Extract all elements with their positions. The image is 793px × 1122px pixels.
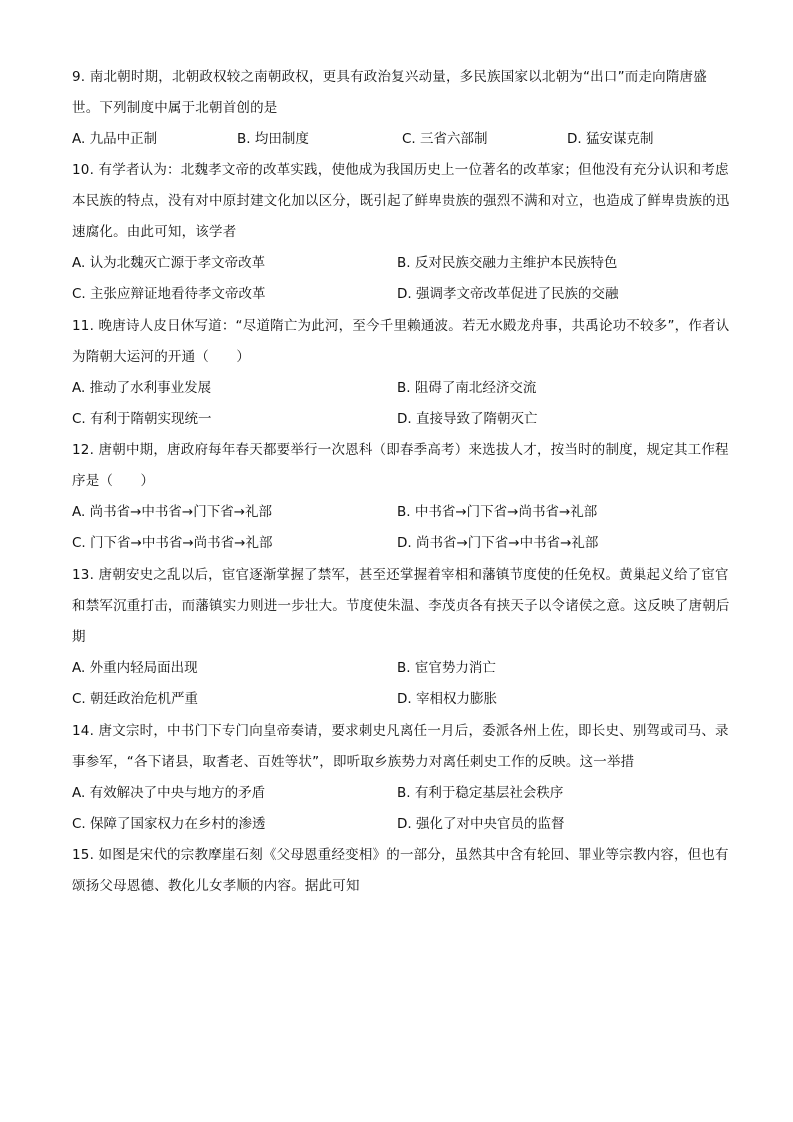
option-a: A. 九品中正制	[72, 131, 158, 147]
option-b: B. 反对民族交融力主维护本民族特色	[397, 255, 618, 271]
option-c: C. 保障了国家权力在乡村的渗透	[72, 816, 266, 832]
option-list	[72, 373, 732, 435]
question-stem: 13. 唐朝安史之乱以后，宦官逐渐掌握了禁军，甚至还掌握着宰相和藩镇节度使的任免权。黄巢起义给了宦官和禁军沉重打击，而藩镇实力则进一步壮大。节度使朱温、李茂贞各有挟天子以令诸侯之意。这反映了唐朝后期	[72, 567, 730, 645]
option-a: A. 外重内轻局面出现	[72, 660, 198, 676]
question-9	[72, 62, 732, 155]
question-stem: 12. 唐朝中期，唐政府每年春天都要举行一次恩科（即春季高考）来选拔人才，按当时的制度，规定其工作程序是（ ）	[72, 442, 729, 489]
option-c: C. 门下省→中书省→尚书省→礼部	[72, 535, 273, 551]
question-15	[72, 840, 732, 902]
option-list	[72, 124, 732, 155]
option-b: B. 有利于稳定基层社会秩序	[397, 785, 564, 801]
question-10	[72, 155, 732, 310]
question-stem: 15. 如图是宋代的宗教摩崖石刻《父母恩重经变相》的一部分，虽然其中含有轮回、罪业等宗教内容，但也有颂扬父母恩德、教化儿女孝顺的内容。据此可知	[72, 847, 729, 894]
option-d: D. 强调孝文帝改革促进了民族的交融	[397, 286, 619, 302]
question-stem: 11. 晚唐诗人皮日休写道：“尽道隋亡为此河，至今千里赖通波。若无水殿龙舟事，共禹论功不较多”，作者认为隋朝大运河的开通（ ）	[72, 318, 730, 365]
option-list	[72, 778, 732, 840]
question-14	[72, 716, 732, 840]
option-c: C. 朝廷政治危机严重	[72, 691, 199, 707]
option-list	[72, 497, 732, 559]
option-d: D. 宰相权力膨胀	[397, 691, 497, 707]
option-b: B. 宦官势力消亡	[397, 660, 496, 676]
option-a: A. 推动了水利事业发展	[72, 380, 212, 396]
option-b: B. 阻碍了南北经济交流	[397, 380, 537, 396]
option-c: C. 有利于隋朝实现统一	[72, 411, 212, 427]
option-d: D. 强化了对中央官员的监督	[397, 816, 565, 832]
option-d: D. 直接导致了隋朝灭亡	[397, 411, 538, 427]
option-a: A. 有效解决了中央与地方的矛盾	[72, 785, 266, 801]
option-b: B. 均田制度	[237, 131, 309, 147]
option-c: C. 主张应辩证地看待孝文帝改革	[72, 286, 266, 302]
option-list	[72, 248, 732, 310]
question-13	[72, 560, 732, 715]
option-list	[72, 653, 732, 715]
option-c: C. 三省六部制	[402, 131, 488, 147]
question-stem: 9. 南北朝时期，北朝政权较之南朝政权，更具有政治复兴动量，多民族国家以北朝为“出口”而走向隋唐盛世。下列制度中属于北朝首创的是	[72, 69, 707, 116]
question-12	[72, 435, 732, 559]
option-a: A. 认为北魏灭亡源于孝文帝改革	[72, 255, 266, 271]
question-stem: 10. 有学者认为：北魏孝文帝的改革实践，使他成为我国历史上一位著名的改革家；但他没有充分认识和考虑本民族的特点，没有对中原封建文化加以区分，既引起了鲜卑贵族的强烈不满和对立，也造成了鲜卑贵族的迅速腐化。由此可知，该学者	[72, 162, 730, 240]
option-d: D. 尚书省→门下省→中书省→礼部	[397, 535, 599, 551]
option-a: A. 尚书省→中书省→门下省→礼部	[72, 504, 273, 520]
option-d: D. 猛安谋克制	[567, 131, 654, 147]
question-11	[72, 311, 732, 435]
option-b: B. 中书省→门下省→尚书省→礼部	[397, 504, 598, 520]
question-stem: 14. 唐文宗时，中书门下专门向皇帝奏请，要求刺史凡离任一月后，委派各州上佐，即长史、别驾或司马、录事参军，“各下诸县，取耆老、百姓等状”，即听取乡族势力对离任刺史工作的反映。这一举措	[72, 723, 729, 770]
